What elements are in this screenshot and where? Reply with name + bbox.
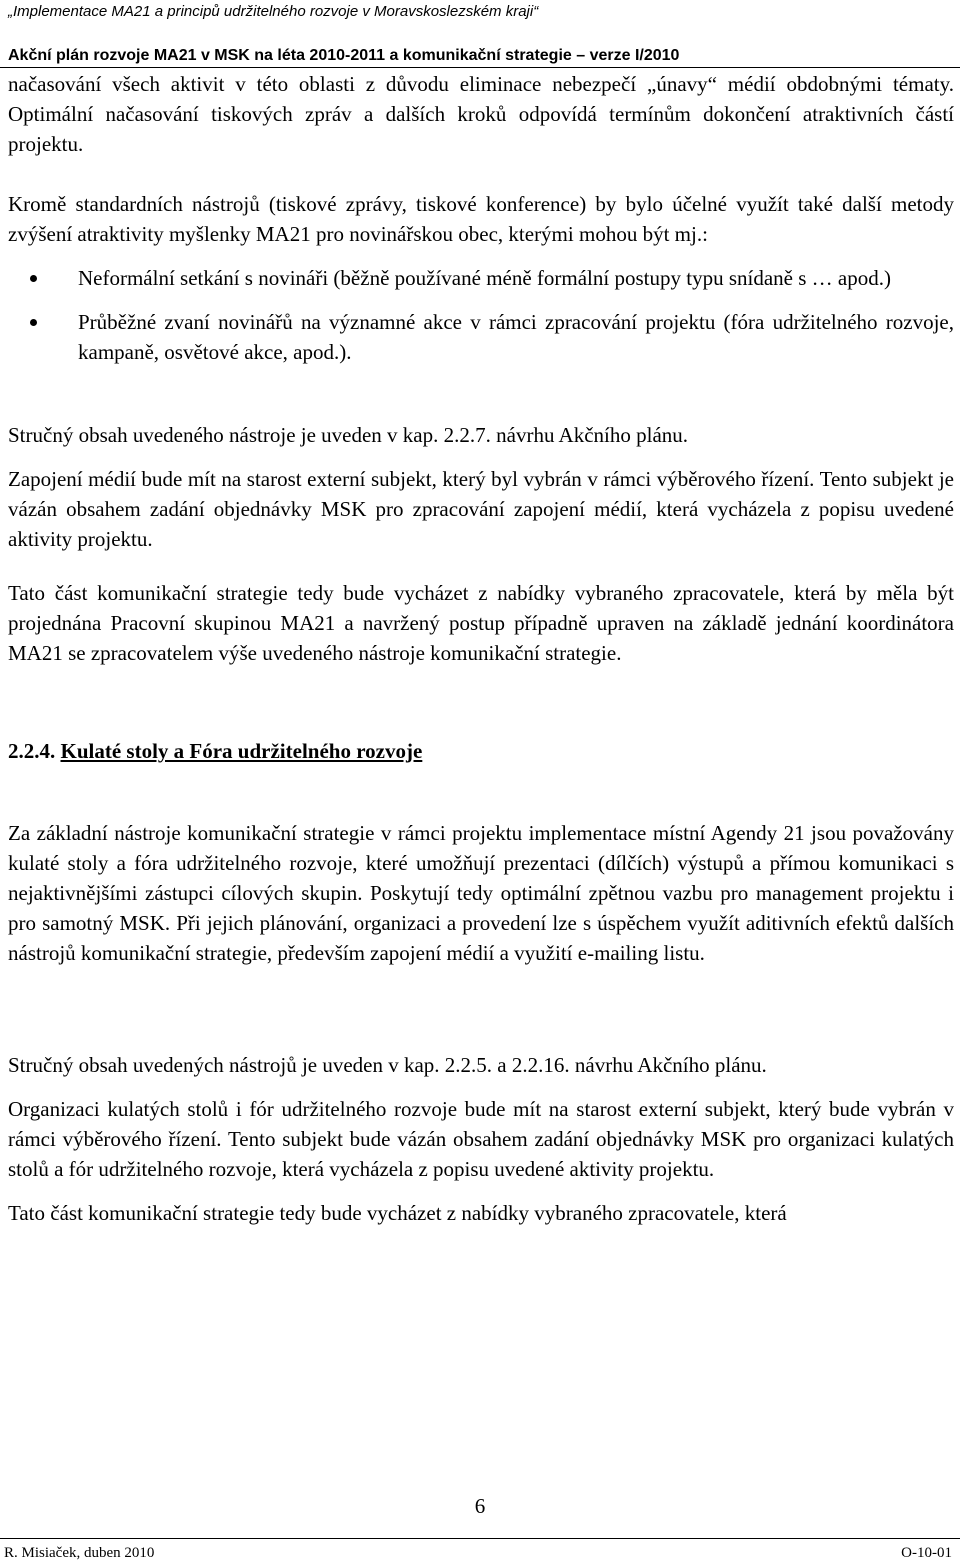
paragraph-media-subject: Zapojení médií bude mít na starost externí subjekt, který byl vybrán v rámci výběrového řízení. Tento subjekt je vázán obsahem zadání objednávky MSK pro zpracování zapojení médií, která vycházela z popisu uvedené aktivity projektu. — [8, 467, 954, 551]
paragraph-tool-summary: Stručný obsah uvedeného nástroje je uveden v kap. 2.2.7. návrhu Akčního plánu. — [8, 423, 689, 447]
paragraph-methods-intro: Kromě standardních nástrojů (tiskové zprávy, tiskové konference) by bylo účelné využít také další metody zvýšení atraktivity myšlenky MA21 pro novinářskou obec, kterými mohou být mj.: — [8, 192, 954, 246]
section-heading — [8, 736, 954, 766]
header-title: „Implementace MA21 a principů udržitelného rozvoje v Moravskoslezském kraji“ — [8, 3, 539, 20]
paragraph-tools-summary: Stručný obsah uvedených nástrojů je uveden v kap. 2.2.5. a 2.2.16. návrhu Akčního plánu. — [8, 1053, 767, 1077]
list-item — [8, 307, 954, 367]
paragraph-timing: načasování všech aktivit v této oblasti z důvodu eliminace nebezpečí „únavy“ médií obdobnými tématy. Optimální načasování tiskových zpráv a dalších kroků odpovídá termínům dokončení atraktivních částí projektu. — [8, 72, 954, 156]
paragraph-round-tables: Za základní nástroje komunikační strategie v rámci projektu implementace místní Agendy 21 jsou považovány kulaté stoly a fóra udržitelného rozvoje, které umožňují prezentaci (dílčích) výstupů a přímou komunikaci s nejaktivnějšími zástupci cílových skupin. Poskytují tedy optimální zpětnou vazbu pro management projektu i pro samotný MSK. Při jejich plánování, organizaci a provedení lze s úspěchem využít aditivních efektů dalších nástrojů komunikační strategie, především zapojení médií a využití e-mailing listu. — [8, 821, 954, 965]
header-subtitle: Akční plán rozvoje MA21 v MSK na léta 2010-2011 a komunikační strategie – verze I/2010 — [8, 47, 680, 64]
page-number: 6 — [474, 1494, 486, 1518]
bullet-icon — [30, 275, 37, 282]
list-item-text: Průběžné zvaní novinářů na významné akce v rámci zpracování projektu (fóra udržitelného rozvoje, kampaně, osvětové akce, apod.). — [78, 310, 954, 364]
paragraph-strategy-offer: Tato část komunikační strategie tedy bude vycházet z nabídky vybraného zpracovatele, která by měla být projednána Pracovní skupinou MA21 a navržený postup případně upraven na základě jednání koordinátora MA21 se zpracovatelem výše uvedeného nástroje komunikační strategie. — [8, 581, 954, 665]
paragraph-strategy-offer-continued: Tato část komunikační strategie tedy bude vycházet z nabídky vybraného zpracovatele, která — [8, 1201, 787, 1225]
list-item — [8, 263, 954, 293]
section-heading-number: 2.2.4. — [8, 739, 56, 763]
footer-author-date: R. Misiaček, duben 2010 — [4, 1545, 155, 1561]
bullet-icon — [30, 319, 37, 326]
footer-divider — [0, 1538, 960, 1539]
footer-document-code: O-10-01 — [901, 1545, 952, 1561]
document-body — [8, 69, 954, 1228]
header-divider — [0, 67, 960, 68]
methods-list — [8, 263, 954, 367]
section-heading-text: Kulaté stoly a Fóra udržitelného rozvoje — [60, 739, 423, 763]
list-item-text: Neformální setkání s novináři (běžně používané méně formální postupy typu snídaně s … apod.) — [78, 266, 891, 290]
paragraph-organization: Organizaci kulatých stolů i fór udržitelného rozvoje bude mít na starost externí subjekt, který bude vybrán v rámci výběrového řízení. Tento subjekt bude vázán obsahem zadání objednávky MSK pro organizaci kulatých stolů a fór udržitelného rozvoje, která vycházela z popisu uvedené aktivity projektu. — [8, 1097, 954, 1181]
